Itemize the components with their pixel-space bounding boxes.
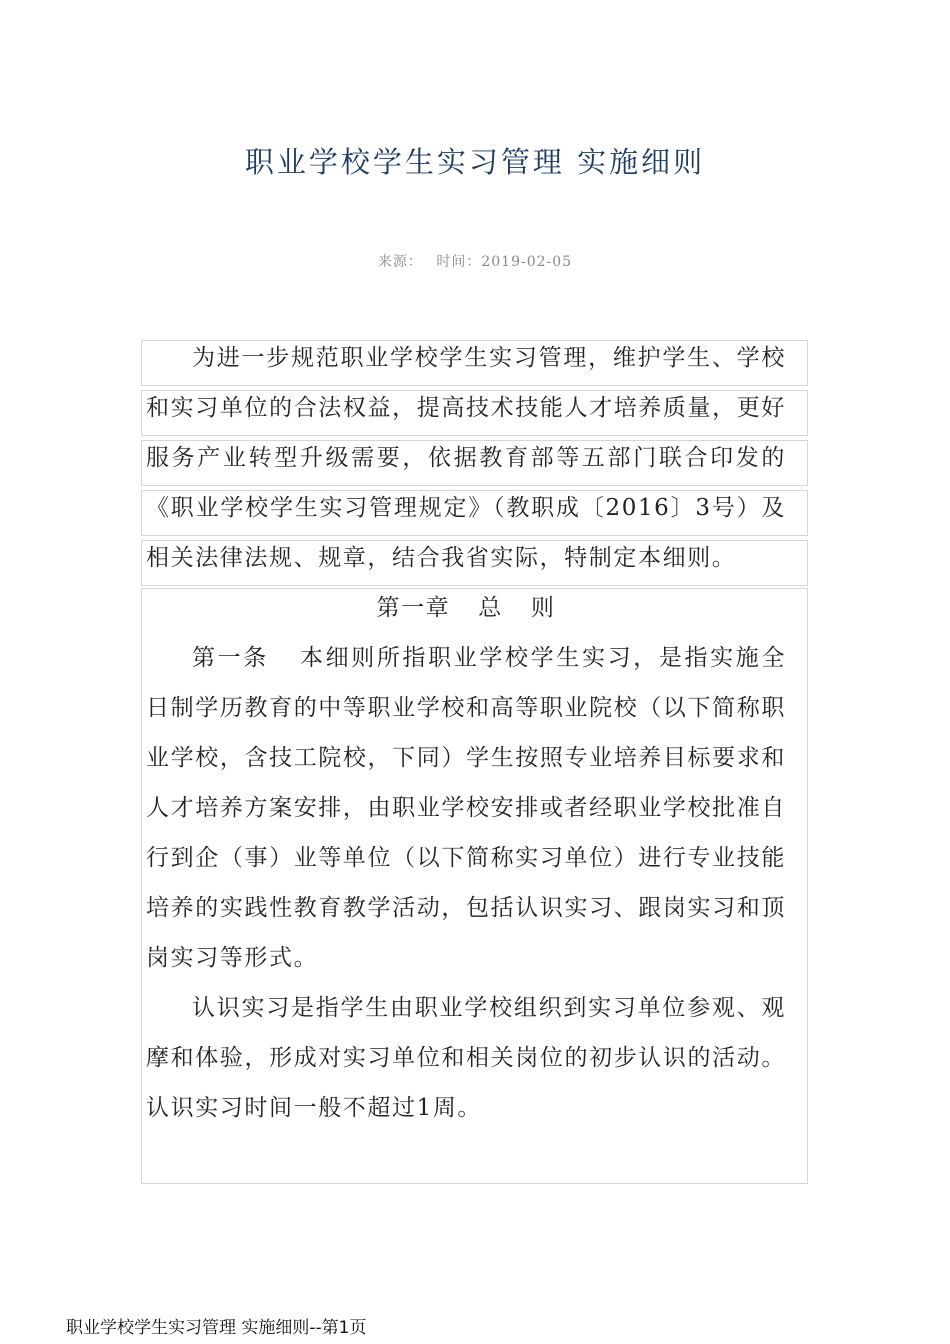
chapter-name-part: 总 [478,595,503,621]
document-body [146,333,786,1133]
article-paragraph [146,633,786,983]
publish-date: 2019-02-05 [481,254,573,270]
body-paragraph: 认识实习是指学生由职业学校组织到实习单位参观、观摩和体验，形成对实习单位和相关岗位的初步认识的活动。认识实习时间一般不超过1周。 [146,995,786,1121]
page-footer: 职业学校学生实习管理 实施细则--第1页 [66,1318,367,1338]
document-title: 职业学校学生实习管理 实施细则 [244,145,706,179]
source-label: 来源： [377,254,423,270]
time-label-text: 时间： [436,254,482,270]
article-text: 本细则所指职业学校学生实习，是指实施全日制学历教育的中等职业学校和高等职业院校（以下简称职业学校，含技工院校，下同）学生按照专业培养目标要求和人才培养方案安排，由职业学校安排或者经职业学校批准自行到企（事）业等单位（以下简称实习单位）进行专业技能培养的实践性教育教学活动，包括认识实习、跟岗实习和顶岗实习等形式。 [146,645,786,971]
chapter-name-part: 则 [530,595,556,621]
intro-paragraph: 为进一步规范职业学校学生实习管理，维护学生、学校和实习单位的合法权益，提高技术技能人才培养质量，更好服务产业转型升级需要，依据教育部等五部门联合印发的《职业学校学生实习管理规定》（教职成〔2016〕3号）及相关法律法规、规章，结合我省实际，特制定本细则。 [146,345,786,571]
article-label: 第一条 [192,645,269,671]
chapter-heading [146,583,786,633]
chapter-number: 第一章 [376,595,451,621]
time-label [436,254,572,270]
document-meta [0,251,950,271]
